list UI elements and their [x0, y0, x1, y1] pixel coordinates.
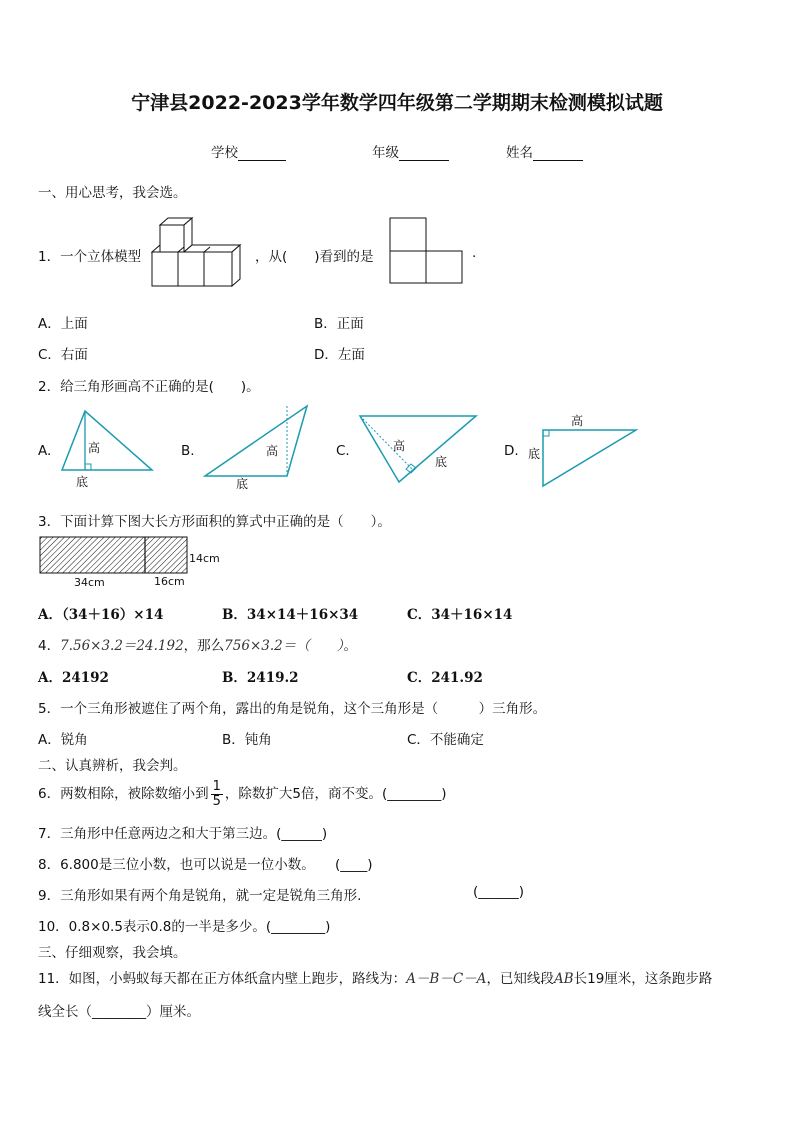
q4-prompt — [38, 634, 357, 654]
q11-path: A－B－C－A — [406, 971, 487, 987]
q5-prompt: 5．一个三角形被遮住了两个角，露出的角是锐角，这个三角形是（ ）三角形。 — [38, 701, 547, 717]
q11-segment: AB — [553, 971, 574, 987]
q2b-di-label: 底 — [236, 477, 249, 491]
q4-text3: 。 — [343, 638, 357, 654]
q1-mid-text: ，从( )看到的是 — [255, 249, 374, 265]
q4-text2: ，那么 — [183, 638, 225, 654]
grade-field[interactable] — [372, 141, 449, 161]
q3-option-a[interactable]: A．（34＋16）×14 — [38, 607, 164, 623]
q9-prompt: 9．三角形如果有两个角是锐角，就一定是锐角三角形. — [38, 888, 362, 904]
q6-post[interactable]: ，除数扩大5倍，商不变。(________) — [224, 786, 447, 802]
q4-math1: 7.56×3.2＝24.192 — [60, 638, 184, 654]
q5-option-a[interactable]: A．锐角 — [38, 732, 88, 748]
q10-prompt[interactable]: 10．0.8×0.5表示0.8的一半是多少。(________) — [38, 919, 331, 935]
q11-line2[interactable]: 线全长（________）厘米。 — [38, 1004, 200, 1020]
q6-prompt — [38, 776, 447, 812]
q6-frac-den: 5 — [212, 793, 221, 809]
q3-rectangle-figure — [38, 535, 228, 590]
name-label: 姓名 — [506, 145, 533, 161]
q7-prompt[interactable]: 7．三角形中任意两边之和大于第三边。(______) — [38, 826, 328, 842]
q1-view-figure — [389, 217, 465, 285]
q2c-di-label: 底 — [435, 455, 448, 469]
q2-option-a[interactable]: A. — [38, 443, 52, 459]
q9-answer-blank[interactable]: (______) — [473, 884, 525, 900]
q1-option-d[interactable]: D．左面 — [314, 347, 365, 363]
q3-height-label: 14cm — [189, 552, 220, 565]
q2-triangle-a — [58, 408, 158, 490]
q1-number: 1． — [38, 249, 61, 265]
q1-option-b[interactable]: B．正面 — [314, 316, 364, 332]
q1-option-c[interactable]: C．右面 — [38, 347, 88, 363]
school-blank[interactable] — [238, 146, 286, 161]
q1-option-a[interactable]: A．上面 — [38, 316, 88, 332]
name-field[interactable] — [506, 141, 583, 161]
q2-prompt: 2．给三角形画高不正确的是( )。 — [38, 379, 260, 395]
q2-triangle-b — [200, 403, 312, 493]
q1-pre: 一个立体模型 — [60, 249, 142, 265]
grade-label: 年级 — [372, 145, 399, 161]
q11-mid: ，已知线段 — [486, 971, 554, 987]
q3-option-b[interactable]: B．34×14＋16×34 — [222, 607, 359, 623]
grade-blank[interactable] — [399, 146, 449, 161]
q4-math2: 756×3.2＝（ ） — [224, 638, 344, 654]
q5-option-b[interactable]: B．钝角 — [222, 732, 272, 748]
q2c-gao-label: 高 — [393, 439, 406, 453]
q11-post: 长19厘米，这条跑步路 — [573, 971, 713, 987]
q6-fraction — [211, 780, 223, 809]
q1-prompt — [38, 245, 141, 265]
q2-option-c[interactable]: C. — [336, 443, 350, 459]
q4-option-a[interactable]: A．24192 — [38, 670, 109, 686]
q6-pre: 6．两数相除，被除数缩小到 — [38, 786, 209, 802]
q8-prompt[interactable]: 8．6.800是三位小数，也可以说是一位小数。 (____) — [38, 857, 373, 873]
q6-frac-num: 1 — [212, 778, 221, 794]
q11-line1 — [38, 967, 712, 987]
q3-option-c[interactable]: C．34＋16×14 — [407, 607, 513, 623]
q2-triangle-d — [526, 410, 642, 490]
q2d-gao-label: 高 — [571, 414, 584, 428]
q4-text1: 4． — [38, 638, 61, 654]
q11-pre: 11．如图，小蚂蚁每天都在正方体纸盒内壁上跑步，路线为： — [38, 971, 407, 987]
section-3-heading: 三、仔细观察，我会填。 — [38, 945, 187, 961]
q4-option-b[interactable]: B．2419.2 — [222, 670, 299, 686]
q2b-gao-label: 高 — [266, 444, 279, 458]
section-1-heading: 一、用心思考，我会选。 — [38, 185, 187, 201]
name-blank[interactable] — [533, 146, 583, 161]
q1-end: . — [472, 245, 477, 261]
school-field[interactable] — [211, 141, 286, 161]
q2d-di-label: 底 — [528, 447, 541, 461]
school-label: 学校 — [211, 145, 238, 161]
section-2-heading: 二、认真辨析，我会判。 — [38, 758, 187, 774]
page-title: 宁津县2022-2023学年数学四年级第二学期期末检测模拟试题 — [131, 92, 663, 114]
q5-option-c[interactable]: C．不能确定 — [407, 732, 484, 748]
q1-solid-model-figure — [150, 217, 245, 287]
q2a-di-label: 底 — [76, 475, 89, 489]
q3-width2-label: 16cm — [154, 575, 185, 588]
q2-triangle-c — [355, 410, 481, 488]
q3-width1-label: 34cm — [74, 576, 105, 589]
q3-prompt: 3．下面计算下图大长方形面积的算式中正确的是（ ）。 — [38, 514, 391, 530]
q2a-gao-label: 高 — [88, 441, 101, 455]
q2-option-d[interactable]: D. — [504, 443, 519, 459]
q4-option-c[interactable]: C．241.92 — [407, 670, 483, 686]
q2-option-b[interactable]: B. — [181, 443, 195, 459]
